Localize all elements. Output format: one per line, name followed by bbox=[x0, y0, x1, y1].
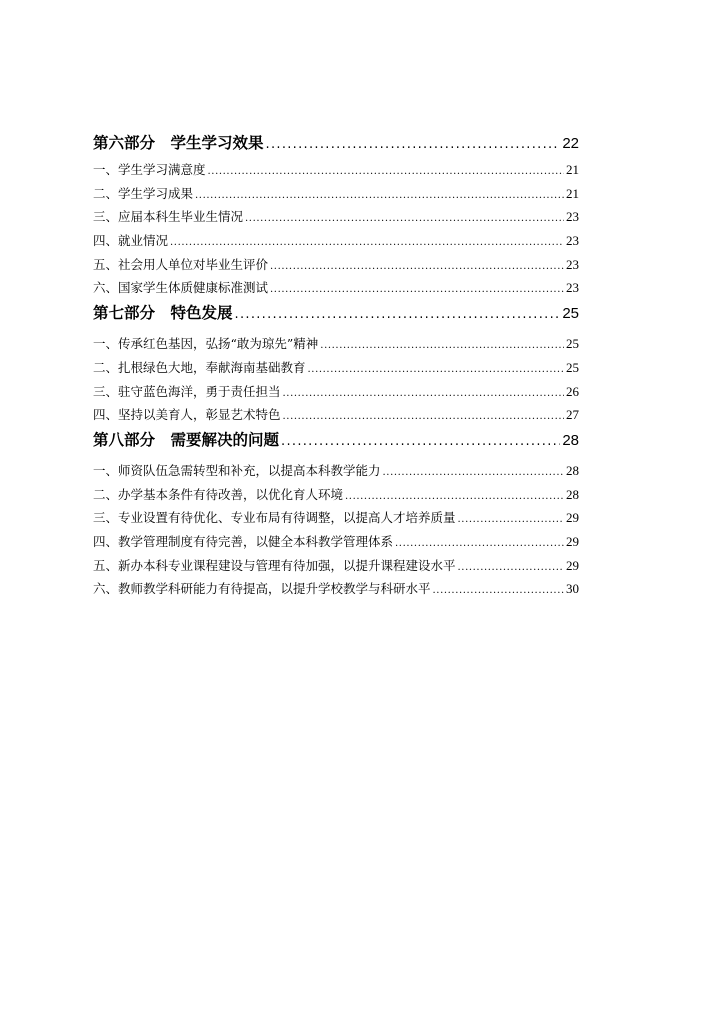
toc-page-number: 25 bbox=[566, 336, 579, 352]
dot-leader bbox=[208, 160, 564, 184]
dot-leader bbox=[270, 278, 564, 302]
toc-item-label: 三、驻守蓝色海洋，勇于责任担当 bbox=[93, 383, 281, 399]
dot-leader bbox=[170, 231, 564, 255]
dot-leader bbox=[383, 461, 564, 485]
toc-item-label: 三、专业设置有待优化、专业布局有待调整，以提高人才培养质量 bbox=[93, 510, 456, 526]
dot-leader bbox=[320, 334, 564, 358]
toc-item-label: 三、应届本科生毕业生情况 bbox=[93, 209, 244, 225]
toc-item-label: 一、学生学习满意度 bbox=[93, 162, 206, 177]
toc-page-number: 27 bbox=[566, 407, 579, 423]
toc-page-number: 29 bbox=[566, 557, 579, 573]
toc-page-number: 29 bbox=[566, 533, 579, 549]
toc-part-6[interactable] bbox=[93, 130, 579, 156]
toc-item[interactable] bbox=[93, 205, 579, 229]
toc-page-number: 22 bbox=[562, 135, 579, 152]
dot-leader bbox=[235, 302, 561, 328]
toc-page-number: 23 bbox=[566, 280, 579, 296]
toc-item[interactable] bbox=[93, 182, 579, 206]
toc-page-number: 25 bbox=[566, 359, 579, 375]
toc-item-label: 一、传承红色基因，弘扬“敢为琼先”精神 bbox=[93, 336, 319, 352]
toc-item-label: 四、教学管理制度有待完善，以健全本科教学管理体系 bbox=[93, 533, 394, 549]
toc-page-number: 23 bbox=[566, 256, 579, 272]
toc-item[interactable] bbox=[93, 530, 579, 554]
toc-page-number: 21 bbox=[566, 185, 579, 201]
toc-item[interactable] bbox=[93, 577, 579, 601]
toc-page-number: 28 bbox=[566, 462, 579, 478]
toc-item[interactable] bbox=[93, 506, 579, 530]
toc-item-label: 二、办学基本条件有待改善，以优化育人环境 bbox=[93, 486, 344, 502]
toc-page-number: 28 bbox=[562, 431, 579, 449]
toc-item[interactable] bbox=[93, 253, 579, 277]
toc-page-number: 25 bbox=[562, 305, 579, 323]
dot-leader bbox=[458, 508, 564, 532]
toc-item-label: 五、社会用人单位对毕业生评价 bbox=[93, 256, 269, 272]
dot-leader bbox=[266, 132, 561, 158]
dot-leader bbox=[308, 358, 564, 382]
toc-item-label: 五、新办本科专业课程建设与管理有待加强，以提升课程建设水平 bbox=[93, 557, 456, 573]
dot-leader bbox=[395, 532, 564, 556]
toc-item-label: 六、教师教学科研能力有待提高，以提升学校教学与科研水平 bbox=[93, 581, 431, 597]
toc-item-label: 六、国家学生体质健康标准测试 bbox=[93, 280, 269, 296]
toc-part-title: 第八部分 需要解决的问题 bbox=[93, 430, 280, 449]
dot-leader bbox=[283, 405, 564, 429]
dot-leader bbox=[283, 382, 564, 406]
toc-part-8[interactable] bbox=[93, 427, 579, 453]
toc-part-title: 第六部分 学生学习效果 bbox=[93, 134, 264, 152]
toc-part-7[interactable] bbox=[93, 300, 579, 326]
toc-item[interactable] bbox=[93, 229, 579, 253]
toc-page-number: 28 bbox=[566, 486, 579, 502]
dot-leader bbox=[433, 579, 564, 603]
toc-part-title: 第七部分 特色发展 bbox=[93, 304, 233, 323]
dot-leader bbox=[270, 255, 564, 279]
toc-item[interactable] bbox=[93, 356, 579, 380]
dot-leader bbox=[345, 485, 564, 509]
toc-page-number: 21 bbox=[566, 162, 579, 177]
dot-leader bbox=[281, 429, 560, 455]
toc-page-number: 26 bbox=[566, 383, 579, 399]
toc-item-label: 一、师资队伍急需转型和补充，以提高本科教学能力 bbox=[93, 462, 381, 478]
toc-item[interactable] bbox=[93, 332, 579, 356]
toc-page-number: 23 bbox=[566, 209, 579, 225]
toc-item-label: 四、就业情况 bbox=[93, 233, 169, 249]
toc-item-label: 二、扎根绿色大地，奉献海南基础教育 bbox=[93, 359, 306, 375]
dot-leader bbox=[245, 207, 564, 231]
toc-item[interactable] bbox=[93, 403, 579, 427]
dot-leader bbox=[195, 184, 564, 208]
toc-item[interactable] bbox=[93, 459, 579, 483]
toc-item[interactable] bbox=[93, 380, 579, 404]
toc-page-number: 23 bbox=[566, 233, 579, 249]
toc-item[interactable] bbox=[93, 158, 579, 182]
toc-item[interactable] bbox=[93, 276, 579, 300]
toc-item[interactable] bbox=[93, 483, 579, 507]
toc-item[interactable] bbox=[93, 554, 579, 578]
toc-item-label: 二、学生学习成果 bbox=[93, 185, 194, 201]
toc-item-label: 四、坚持以美育人，彰显艺术特色 bbox=[93, 407, 281, 423]
toc-page-number: 30 bbox=[566, 581, 579, 597]
dot-leader bbox=[458, 556, 564, 580]
toc-page-number: 29 bbox=[566, 510, 579, 526]
table-of-contents bbox=[93, 130, 579, 601]
